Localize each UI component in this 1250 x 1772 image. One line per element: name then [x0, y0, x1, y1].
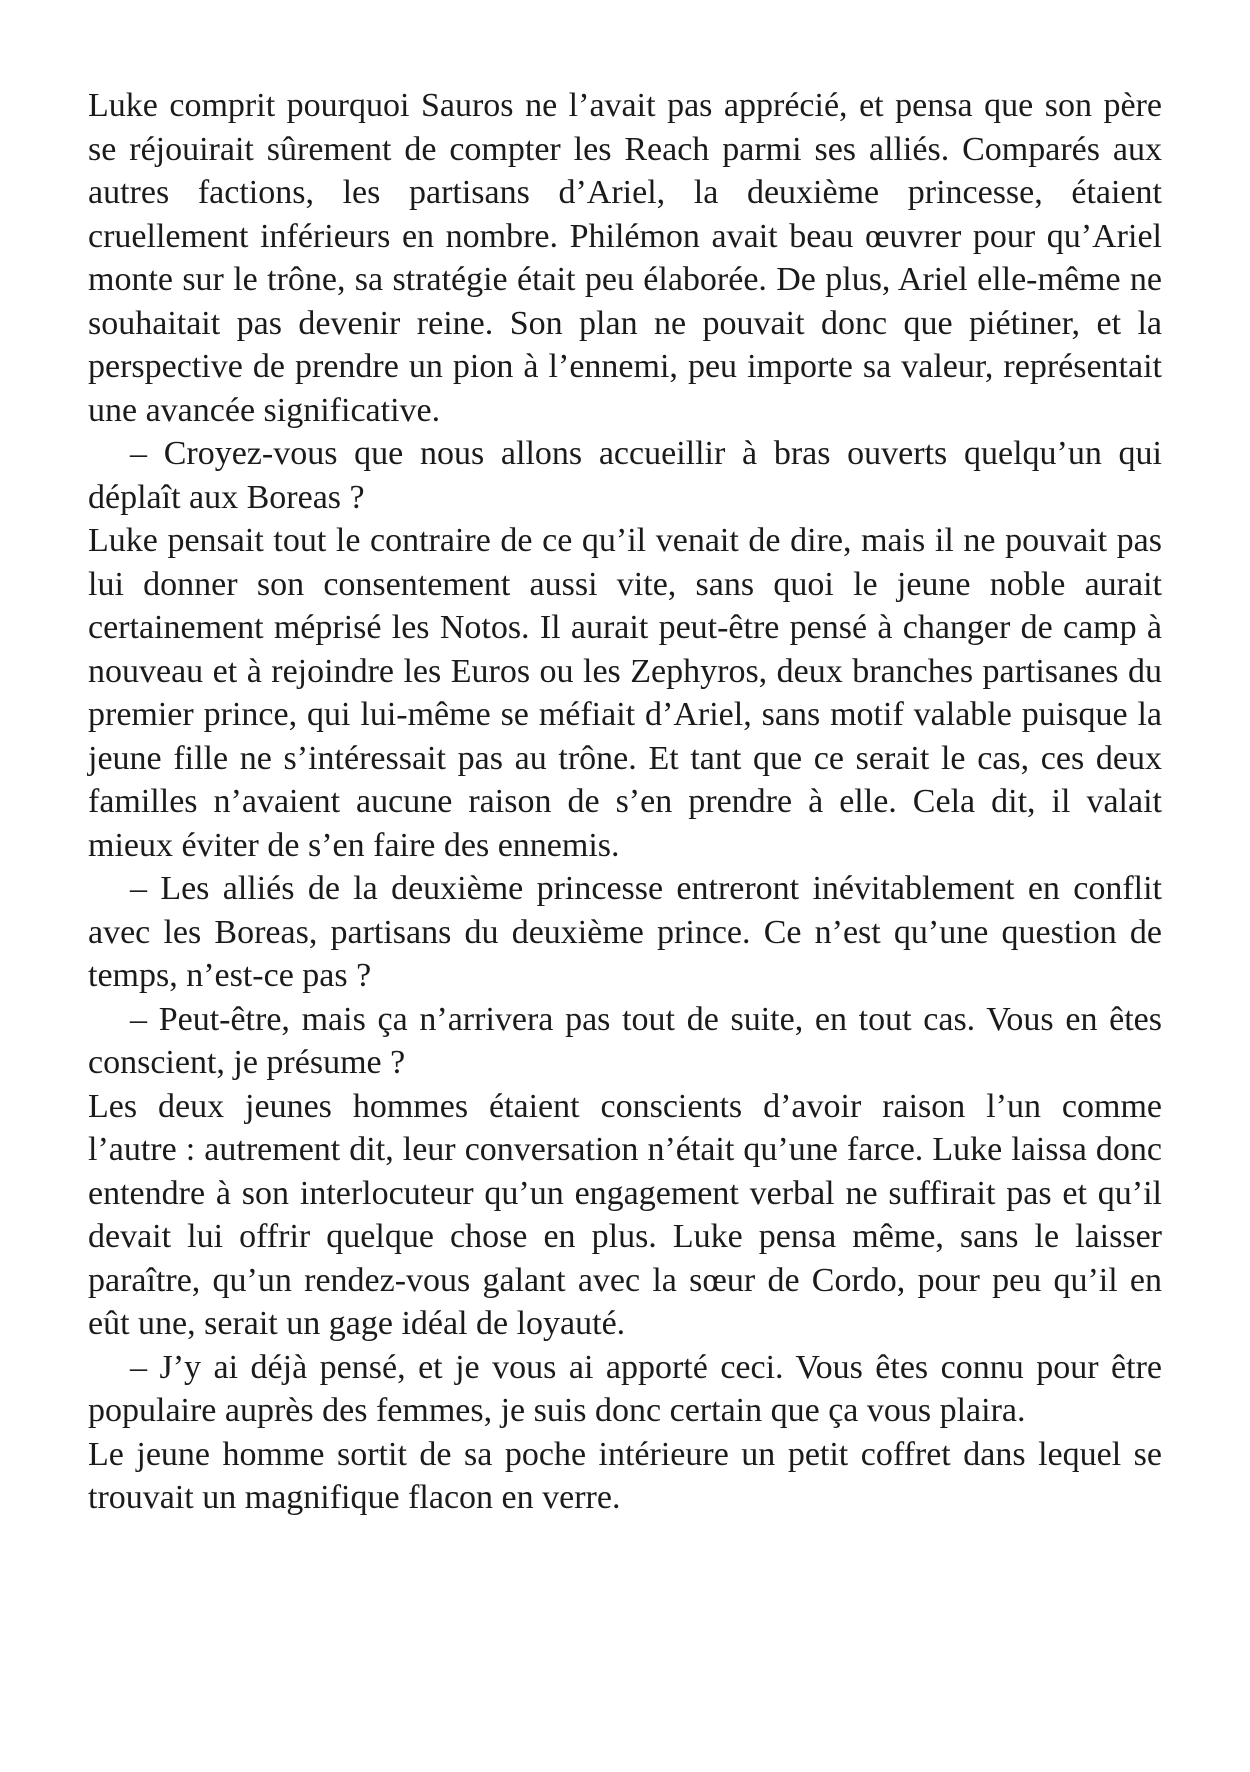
paragraph-dialogue-1: – Croyez-vous que nous allons accueillir à bras ouverts quelqu’un qui déplaît aux Boreas ? — [88, 435, 1162, 516]
paragraph-narration-3: Les deux jeunes hommes étaient conscients d’avoir raison l’un comme l’autre : autrement dit, leur conversation n’était qu’une farce. Luke laissa donc entendre à son interlocuteur qu’un engagement verbal ne suffirait pas et qu’il devait lui offrir quelque chose en plus. Luke pensa même, sans le laisser paraître, qu’un rendez-vous galant avec la sœur de Cordo, pour peu qu’il en eût une, serait un gage idéal de loyauté. — [88, 1087, 1162, 1342]
paragraph-narration-1: Luke comprit pourquoi Sauros ne l’avait pas apprécié, et pensa que son père se réjouirait sûrement de compter les Reach parmi ses alliés. Comparés aux autres factions, les partisans d’Ariel, la deuxième princesse, étaient cruellement inférieurs en nombre. Philémon avait beau œuvrer pour qu’Ariel monte sur le trône, sa stratégie était peu élaborée. De plus, Ariel elle-même ne souhaitait pas devenir reine. Son plan ne pouvait donc que piétiner, et la perspective de prendre un pion à l’ennemi, peu importe sa valeur, représentait une avancée significative. — [88, 87, 1162, 429]
paragraph-dialogue-3: – Peut-être, mais ça n’arrivera pas tout de suite, en tout cas. Vous en êtes conscient, je présume ? — [88, 1000, 1162, 1081]
paragraph-dialogue-2: – Les alliés de la deuxième princesse entreront inévitablement en conflit avec les Boreas, partisans du deuxième prince. Ce n’est qu’une question de temps, n’est-ce pas ? — [88, 870, 1162, 994]
paragraph-narration-4: Le jeune homme sortit de sa poche intérieure un petit coffret dans lequel se trouvait un magnifique flacon en verre. — [88, 1435, 1162, 1516]
page-text — [88, 84, 1162, 1520]
paragraph-dialogue-4: – J’y ai déjà pensé, et je vous ai apporté ceci. Vous êtes connu pour être populaire auprès des femmes, je suis donc certain que ça vous plaira. — [88, 1348, 1162, 1429]
paragraph-narration-2: Luke pensait tout le contraire de ce qu’il venait de dire, mais il ne pouvait pas lui donner son consentement aussi vite, sans quoi le jeune noble aurait certainement méprisé les Notos. Il aurait peut-être pensé à changer de camp à nouveau et à rejoindre les Euros ou les Zephyros, deux branches partisanes du premier prince, qui lui-même se méfiait d’Ariel, sans motif valable puisque la jeune fille ne s’intéressait pas au trône. Et tant que ce serait le cas, ces deux familles n’avaient aucune raison de s’en prendre à elle. Cela dit, il valait mieux éviter de s’en faire des ennemis. — [88, 522, 1162, 864]
